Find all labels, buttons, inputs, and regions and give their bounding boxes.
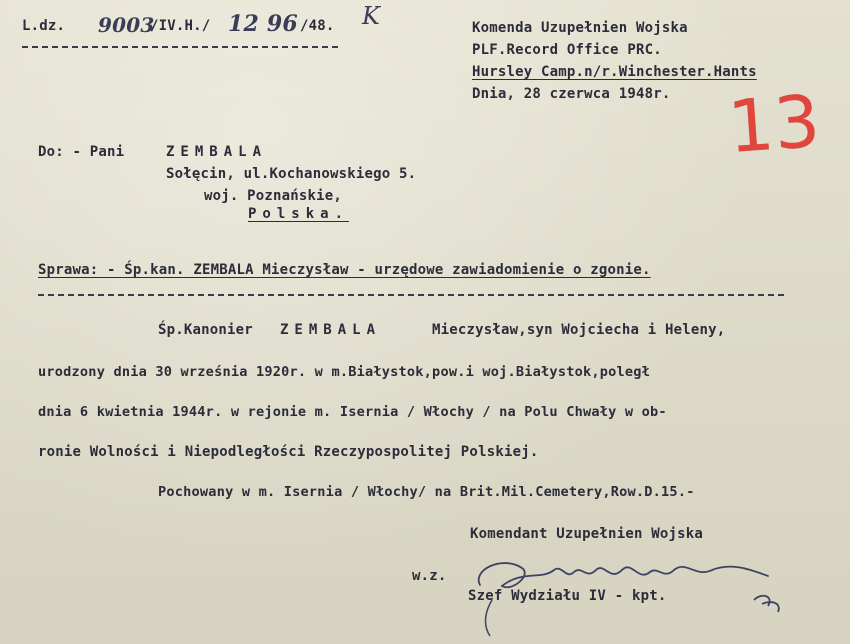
sender-date: Dnia, 28 czerwca 1948r. <box>472 86 671 102</box>
reference-number: 9003 <box>98 13 155 37</box>
signature-title: Komendant Uzupełnien Wojska <box>470 526 703 542</box>
recipient-label: Do: - Pani <box>38 144 125 160</box>
body-surname: ZEMBALA <box>280 322 382 338</box>
signature-role: Szef Wydziału IV - kpt. <box>468 588 667 604</box>
body-line2: urodzony dnia 30 września 1920r. w m.Białystok,pow.i woj.Białystok,poległ <box>38 364 651 380</box>
sender-line1: Komenda Uzupełnien Wojska <box>472 20 688 36</box>
recipient-country: Polska. <box>248 206 350 222</box>
page-number-mark: 13 <box>725 78 823 170</box>
reference-underline <box>22 46 338 48</box>
subject-rule <box>38 294 784 296</box>
sender-line3: Hursley Camp.n/r.Winchester.Hants <box>472 64 757 80</box>
reference-year: /48. <box>300 18 335 34</box>
reference-mark: K <box>362 2 381 30</box>
body-line4: ronie Wolności i Niepodległości Rzeczypospolitej Polskiej. <box>38 444 539 460</box>
reference-prefix: L.dz. <box>22 18 66 34</box>
recipient-address1: Sołęcin, ul.Kochanowskiego 5. <box>166 166 417 182</box>
recipient-address2: woj. Poznańskie, <box>204 188 343 204</box>
body-line3: dnia 6 kwietnia 1944r. w rejonie m. Isernia / Włochy / na Polu Chwały w ob- <box>38 404 667 420</box>
body-line1-rest: Mieczysław,syn Wojciecha i Heleny, <box>432 322 726 338</box>
reference-unit: /IV.H./ <box>150 18 211 34</box>
recipient-name: ZEMBALA <box>166 144 268 160</box>
reference-file: 12 96 <box>228 11 298 37</box>
burial-line: Pochowany w m. Isernia / Włochy/ na Brit.Mil.Cemetery,Row.D.15.- <box>158 484 695 500</box>
subject-line: Sprawa: - Śp.kan. ZEMBALA Mieczysław - urzędowe zawiadomienie o zgonie. <box>38 262 651 278</box>
signature-wz: w.z. <box>412 568 447 584</box>
sender-line2: PLF.Record Office PRC. <box>472 42 662 58</box>
body-lead: Śp.Kanonier <box>158 322 253 338</box>
